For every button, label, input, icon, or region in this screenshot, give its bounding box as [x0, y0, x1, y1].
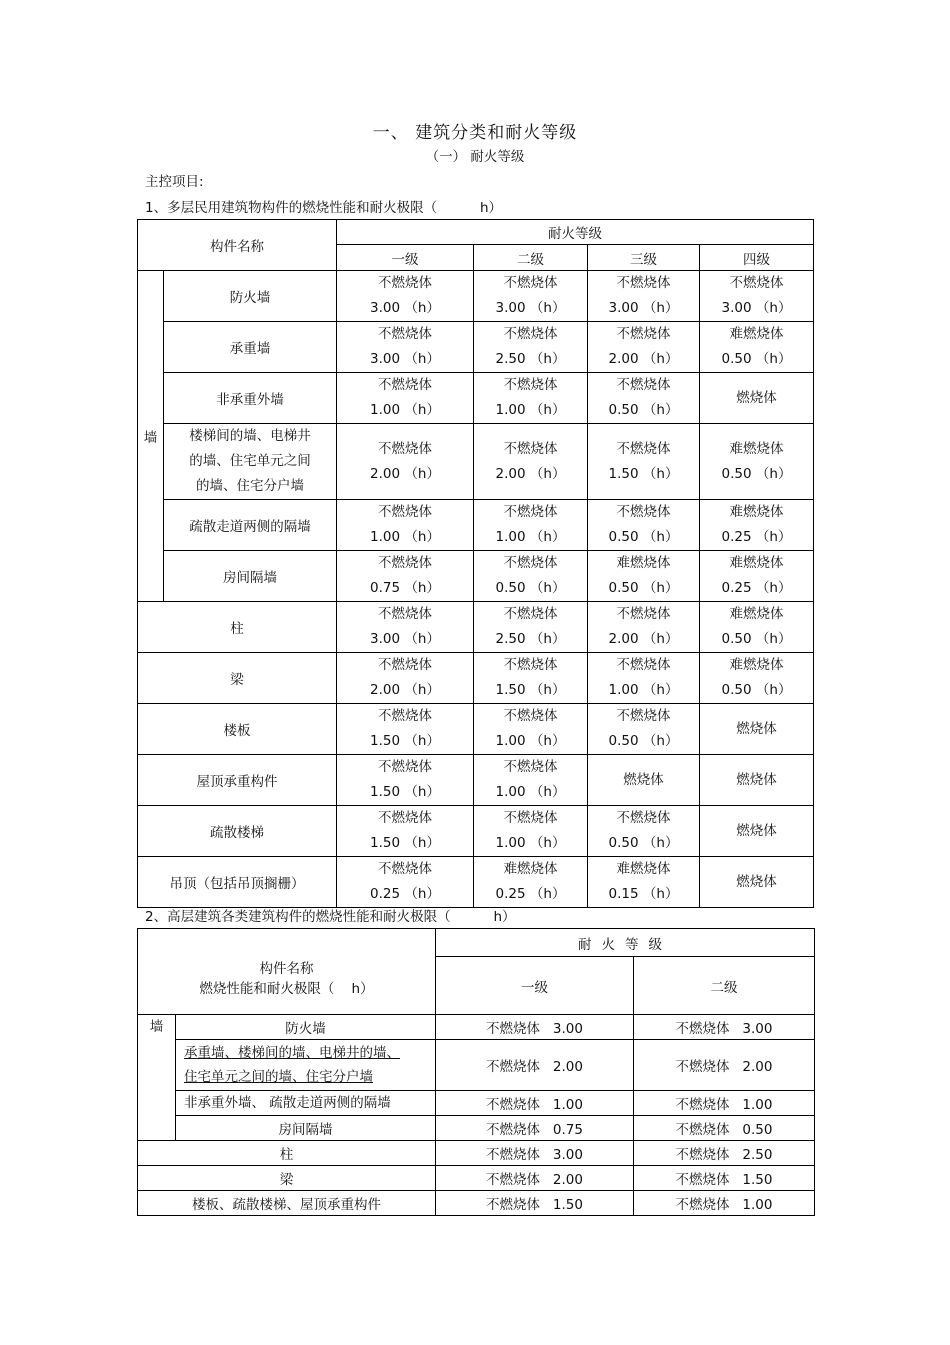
material-class: 不燃烧体: [503, 326, 558, 342]
fire-limit: 0.50 （h）: [608, 580, 679, 596]
rating-cell: [337, 424, 474, 500]
component-name: 柱: [138, 1141, 436, 1166]
rating-cell: 不燃烧体 1.00: [634, 1091, 815, 1116]
rating-cell: 不燃烧体 3.00: [634, 1015, 815, 1040]
rating-cell: 不燃烧体 2.00: [436, 1040, 634, 1091]
fire-limit: 3.00 （h）: [370, 631, 440, 647]
material-class: 燃烧体: [736, 822, 777, 839]
rating-cell: [474, 704, 588, 755]
fire-limit: 2.00 （h）: [495, 465, 566, 482]
material-class: 不燃烧体: [503, 440, 558, 457]
component-name: 楼板、疏散楼梯、屋顶承重构件: [138, 1191, 436, 1216]
material-class: 难燃烧体: [729, 555, 784, 571]
fire-limit: 0.50 （h）: [721, 351, 792, 367]
fire-limit: 3.00 （h）: [608, 300, 679, 316]
table1-caption: 1、多层民用建筑物构件的燃烧性能和耐火极限（ h）: [145, 200, 503, 216]
fire-limit: 0.15 （h）: [608, 886, 679, 902]
fire-limit: 1.50 （h）: [370, 784, 440, 800]
component-name: 楼板: [138, 704, 337, 755]
rating-cell: 不燃烧体 1.50: [634, 1166, 815, 1191]
material-class: 不燃烧体: [378, 555, 432, 571]
material-class: 不燃烧体: [503, 606, 558, 622]
table-row: [138, 500, 814, 551]
wall-group-label: 墙: [138, 1015, 176, 1141]
component-name: 非承重外墙、 疏散走道两侧的隔墙: [176, 1091, 436, 1116]
grade-1: 一级: [436, 957, 634, 1015]
rating-cell: 不燃烧体 1.00: [634, 1191, 815, 1216]
material-class: 不燃烧体: [378, 606, 432, 622]
rating-cell: [337, 551, 474, 602]
component-name: 房间隔墙: [176, 1116, 436, 1141]
rating-cell: [337, 500, 474, 551]
material-class: 不燃烧体: [616, 810, 671, 826]
fire-limit: 0.50 （h）: [721, 631, 792, 647]
rating-cell: [700, 653, 814, 704]
table-row: [138, 1091, 815, 1116]
wall-group-label: 墙: [138, 271, 164, 602]
table-row: [138, 602, 814, 653]
rating-cell: [588, 755, 700, 806]
rating-cell: 不燃烧体 1.00: [436, 1091, 634, 1116]
material-class: 不燃烧体: [378, 759, 432, 775]
header-component-name: 构件名称: [138, 220, 337, 271]
rating-cell: [474, 322, 588, 373]
grade-1: 一级: [337, 245, 474, 271]
table-row: [138, 424, 814, 500]
table-highrise-buildings: [137, 928, 815, 1216]
material-class: 难燃烧体: [729, 657, 784, 673]
rating-cell: [588, 602, 700, 653]
rating-cell: [474, 755, 588, 806]
fire-limit: 1.50 （h）: [370, 733, 440, 749]
rating-cell: [700, 551, 814, 602]
header-fire-grade: 耐火等级: [337, 220, 814, 245]
fire-limit: 3.00 （h）: [721, 300, 792, 316]
fire-limit: 2.50 （h）: [495, 631, 566, 647]
rating-cell: [588, 806, 700, 857]
table-row: [138, 806, 814, 857]
rating-cell: [337, 857, 474, 908]
fire-limit: 1.50 （h）: [370, 835, 440, 851]
rating-cell: 不燃烧体 3.00: [436, 1015, 634, 1040]
material-class: 不燃烧体: [503, 504, 558, 520]
fire-limit: 1.50 （h）: [495, 682, 566, 698]
component-name: 疏散楼梯: [138, 806, 337, 857]
material-class: 不燃烧体: [616, 504, 671, 520]
component-name: [176, 1040, 436, 1091]
fire-limit: 0.25 （h）: [721, 529, 792, 545]
rating-cell: [337, 806, 474, 857]
rating-cell: [337, 271, 474, 322]
material-class: 不燃烧体: [616, 606, 671, 622]
fire-limit: 2.50 （h）: [495, 351, 566, 367]
rating-cell: [700, 373, 814, 424]
material-class: 不燃烧体: [503, 810, 558, 826]
rating-cell: [700, 271, 814, 322]
component-name: 防火墙: [176, 1015, 436, 1040]
rating-cell: 不燃烧体 2.50: [634, 1141, 815, 1166]
rating-cell: [588, 424, 700, 500]
material-class: 不燃烧体: [503, 275, 558, 291]
rating-cell: [474, 653, 588, 704]
fire-limit: 0.50 （h）: [608, 835, 679, 851]
material-class: 不燃烧体: [616, 657, 671, 673]
table-row: [138, 704, 814, 755]
main-items-label: 主控项目:: [145, 174, 204, 190]
table2-caption: 2、高层建筑各类建筑构件的燃烧性能和耐火极限（ h）: [145, 909, 516, 925]
rating-cell: [474, 806, 588, 857]
grade-4: 四级: [700, 245, 814, 271]
fire-limit: 1.00 （h）: [608, 682, 679, 698]
grade-2: 二级: [474, 245, 588, 271]
material-class: 不燃烧体: [616, 708, 671, 724]
table-row: [138, 1141, 815, 1166]
rating-cell: [700, 500, 814, 551]
rating-cell: [700, 704, 814, 755]
header-name-cell: [138, 929, 436, 1015]
header-fire-grade: 耐火等级: [436, 929, 815, 957]
fire-limit: 3.00 （h）: [495, 300, 566, 316]
rating-cell: [700, 602, 814, 653]
rating-cell: [337, 322, 474, 373]
table-row: [138, 1040, 815, 1091]
table-multistorey-buildings: [137, 219, 814, 908]
fire-limit: 0.25 （h）: [370, 886, 440, 902]
fire-limit: 2.00 （h）: [608, 631, 679, 647]
fire-limit: 2.00 （h）: [370, 465, 440, 482]
fire-limit: 3.00 （h）: [370, 300, 440, 316]
fire-limit: 2.00 （h）: [370, 682, 440, 698]
material-class: 难燃烧体: [503, 861, 558, 877]
rating-cell: 不燃烧体 3.00: [436, 1141, 634, 1166]
rating-cell: [337, 755, 474, 806]
material-class: 燃烧体: [736, 873, 777, 890]
rating-cell: [700, 322, 814, 373]
table-row: [138, 653, 814, 704]
rating-cell: [588, 653, 700, 704]
material-class: 不燃烧体: [616, 326, 671, 342]
material-class: 难燃烧体: [729, 440, 784, 457]
rating-cell: [474, 424, 588, 500]
material-class: 燃烧体: [736, 720, 777, 737]
component-name: 柱: [138, 602, 337, 653]
table-row: [138, 322, 814, 373]
rating-cell: [588, 551, 700, 602]
component-name: 承重墙: [164, 322, 337, 373]
rating-cell: 不燃烧体 2.00: [436, 1166, 634, 1191]
fire-limit: 1.00 （h）: [495, 835, 566, 851]
rating-cell: [474, 857, 588, 908]
grade-2: 二级: [634, 957, 815, 1015]
rating-cell: 不燃烧体 0.75: [436, 1116, 634, 1141]
material-class: 难燃烧体: [616, 861, 671, 877]
material-class: 不燃烧体: [378, 708, 432, 724]
material-class: 不燃烧体: [378, 377, 432, 393]
material-class: 不燃烧体: [616, 440, 671, 457]
component-name-line: 的墙、住宅分户墙: [196, 478, 304, 494]
component-name: 非承重外墙: [164, 373, 337, 424]
fire-limit: 0.50 （h）: [608, 529, 679, 545]
rating-cell: [588, 857, 700, 908]
rating-cell: [588, 271, 700, 322]
component-name-line: 的墙、住宅单元之间: [189, 453, 311, 469]
fire-limit: 0.25 （h）: [495, 886, 566, 902]
rating-cell: [337, 704, 474, 755]
material-class: 难燃烧体: [729, 504, 784, 520]
table-row: [138, 1116, 815, 1141]
rating-cell: [588, 500, 700, 551]
rating-cell: [337, 602, 474, 653]
rating-cell: 不燃烧体 1.50: [436, 1191, 634, 1216]
fire-limit: 0.75 （h）: [370, 580, 440, 596]
fire-limit: 2.00 （h）: [608, 351, 679, 367]
fire-limit: 1.00 （h）: [495, 733, 566, 749]
header-performance: 燃烧性能和耐火极限（ h）: [199, 980, 374, 997]
material-class: 不燃烧体: [378, 810, 432, 826]
component-name: 防火墙: [164, 271, 337, 322]
fire-limit: 1.00 （h）: [370, 402, 440, 418]
material-class: 不燃烧体: [616, 377, 671, 393]
rating-cell: 不燃烧体 0.50: [634, 1116, 815, 1141]
rating-cell: [474, 500, 588, 551]
component-name: 吊顶（包括吊顶搁栅）: [138, 857, 337, 908]
fire-limit: 0.50 （h）: [495, 580, 566, 596]
rating-cell: [588, 373, 700, 424]
component-name-line: 住宅单元之间的墙、住宅分户墙: [184, 1069, 373, 1085]
table-row: [138, 373, 814, 424]
rating-cell: [588, 704, 700, 755]
component-name: 梁: [138, 1166, 436, 1191]
component-name: 疏散走道两侧的隔墙: [164, 500, 337, 551]
fire-limit: 0.50 （h）: [608, 733, 679, 749]
table-row: [138, 755, 814, 806]
rating-cell: [700, 806, 814, 857]
table-row: [138, 1191, 815, 1216]
fire-limit: 1.50 （h）: [608, 465, 679, 482]
fire-limit: 0.50 （h）: [721, 682, 792, 698]
fire-limit: 1.00 （h）: [495, 529, 566, 545]
material-class: 不燃烧体: [503, 657, 558, 673]
component-name: 屋顶承重构件: [138, 755, 337, 806]
table-row: [138, 857, 814, 908]
material-class: 难燃烧体: [729, 606, 784, 622]
material-class: 燃烧体: [736, 771, 777, 788]
material-class: 不燃烧体: [729, 275, 784, 291]
rating-cell: [474, 551, 588, 602]
fire-limit: 1.00 （h）: [370, 529, 440, 545]
table-row: [138, 1015, 815, 1040]
fire-limit: 1.00 （h）: [495, 402, 566, 418]
material-class: 不燃烧体: [503, 555, 558, 571]
material-class: 不燃烧体: [378, 657, 432, 673]
rating-cell: [337, 373, 474, 424]
rating-cell: [700, 424, 814, 500]
fire-limit: 0.50 （h）: [608, 402, 679, 418]
rating-cell: [700, 857, 814, 908]
fire-limit: 0.25 （h）: [721, 580, 792, 596]
component-name: [164, 424, 337, 500]
rating-cell: [588, 322, 700, 373]
material-class: 不燃烧体: [503, 759, 558, 775]
table-row: [138, 271, 814, 322]
table-row: [138, 1166, 815, 1191]
table-row: [138, 551, 814, 602]
material-class: 难燃烧体: [616, 555, 671, 571]
grade-3: 三级: [588, 245, 700, 271]
material-class: 不燃烧体: [616, 275, 671, 291]
fire-limit: 1.00 （h）: [495, 784, 566, 800]
material-class: 不燃烧体: [378, 275, 432, 291]
component-name: 梁: [138, 653, 337, 704]
material-class: 不燃烧体: [378, 440, 432, 457]
material-class: 燃烧体: [736, 389, 777, 406]
component-name-line: 楼梯间的墙、电梯井: [189, 428, 311, 444]
material-class: 不燃烧体: [378, 326, 432, 342]
rating-cell: [700, 755, 814, 806]
header-component-name: 构件名称: [259, 960, 314, 977]
rating-cell: [474, 373, 588, 424]
rating-cell: [474, 602, 588, 653]
material-class: 不燃烧体: [378, 504, 432, 520]
material-class: 不燃烧体: [503, 377, 558, 393]
rating-cell: 不燃烧体 2.00: [634, 1040, 815, 1091]
material-class: 不燃烧体: [378, 861, 432, 877]
section-subtitle: （一） 耐火等级: [425, 149, 525, 165]
component-name: 房间隔墙: [164, 551, 337, 602]
page-title: 一、 建筑分类和耐火等级: [372, 123, 578, 143]
material-class: 燃烧体: [623, 771, 664, 788]
material-class: 不燃烧体: [503, 708, 558, 724]
rating-cell: [337, 653, 474, 704]
material-class: 难燃烧体: [729, 326, 784, 342]
rating-cell: [474, 271, 588, 322]
fire-limit: 3.00 （h）: [370, 351, 440, 367]
fire-limit: 0.50 （h）: [721, 465, 792, 482]
component-name-line: 承重墙、楼梯间的墙、电梯井的墙、: [184, 1045, 400, 1061]
